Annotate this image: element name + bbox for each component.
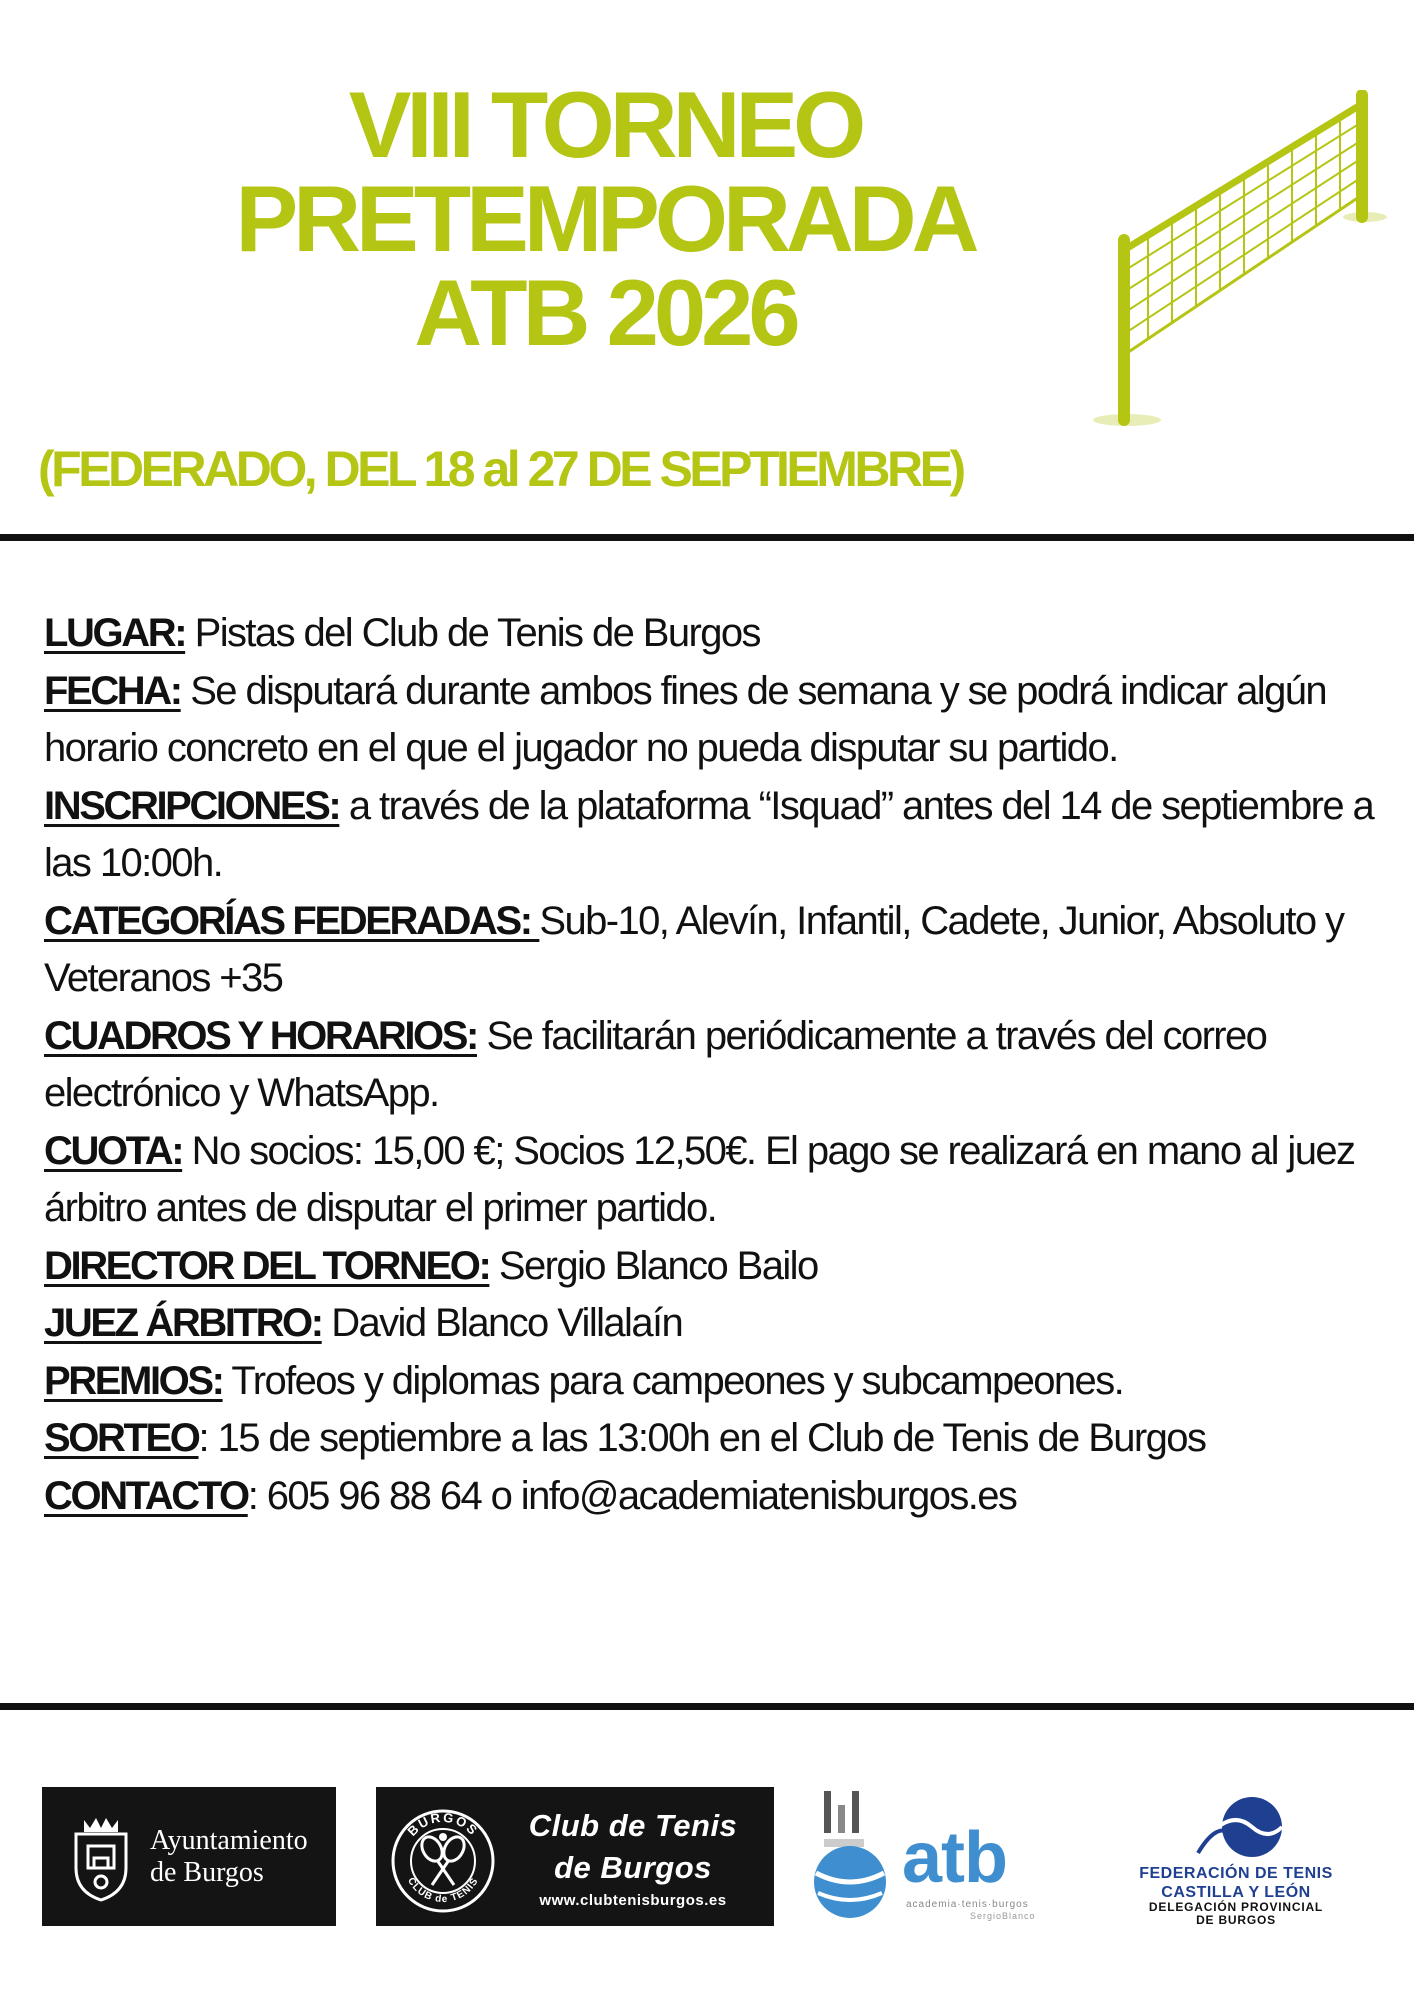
title-line-3: ATB 2026 <box>414 260 796 365</box>
info-text: Sub-10, Alevín, Infantil, Cadete, Junior, Absoluto y Veteranos +35 <box>44 898 1344 1000</box>
ayuntamiento-line-1: Ayuntamiento <box>150 1824 308 1856</box>
info-item-contacto <box>44 1468 1384 1526</box>
info-item-cuadros <box>44 1008 1384 1123</box>
info-item-premios <box>44 1353 1384 1411</box>
ayuntamiento-logo <box>42 1787 336 1926</box>
federacion-line-2: CASTILLA Y LEÓN <box>1161 1884 1311 1901</box>
bottom-divider <box>0 1703 1414 1710</box>
federacion-title <box>1096 1864 1376 1902</box>
federacion-delegacion <box>1096 1901 1376 1927</box>
info-item-director <box>44 1238 1384 1296</box>
club-tenis-logo <box>376 1787 774 1926</box>
club-name <box>488 1805 778 1889</box>
info-item-categorias <box>44 893 1384 1008</box>
club-line-1: Club de Tenis <box>528 1808 738 1843</box>
info-item-lugar <box>44 605 1384 663</box>
federacion-line-1: FEDERACIÓN DE TENIS <box>1139 1865 1333 1882</box>
federacion-line-4: DE BURGOS <box>1196 1913 1276 1927</box>
info-label: DIRECTOR DEL TORNEO: <box>44 1243 490 1288</box>
club-badge-icon <box>388 1797 498 1917</box>
info-text: : 605 96 88 64 o info@academiatenisburgos.es <box>247 1473 1017 1518</box>
badge-bottom-text: CLUB de TENIS <box>405 1875 481 1906</box>
info-text: No socios: 15,00 €; Socios 12,50€. El pago se realizará en mano al juez árbitro antes de disputar el primer partido. <box>44 1128 1355 1230</box>
tournament-subtitle: (FEDERADO, DEL 18 al 27 DE SEPTIEMBRE) <box>38 441 963 497</box>
info-text: a través de la plataforma “Isquad” antes del 14 de septiembre a las 10:00h. <box>44 783 1374 885</box>
info-text: Se disputará durante ambos fines de semana y se podrá indicar algún horario concreto en el que el jugador no pueda disputar su partido. <box>44 668 1327 770</box>
atb-tennis-ball-icon <box>810 1787 900 1926</box>
club-url: www.clubtenisburgos.es <box>539 1892 727 1909</box>
info-text: : 15 de septiembre a las 13:00h en el Club de Tenis de Burgos <box>198 1416 1206 1460</box>
tournament-title <box>30 72 1180 365</box>
title-line-1: VIII TORNEO <box>348 72 862 177</box>
atb-signature: SergioBlanco <box>970 1911 1036 1921</box>
info-item-sorteo <box>44 1410 1384 1468</box>
badge-top-text: BURGOS <box>404 1809 482 1839</box>
atb-tagline: academia·tenis·burgos <box>906 1899 1029 1910</box>
info-text: Sergio Blanco Bailo <box>489 1243 818 1288</box>
atb-logo <box>810 1787 1060 1926</box>
atb-wordmark: atb <box>902 1818 1007 1898</box>
info-text: David Blanco Villalaín <box>321 1301 683 1345</box>
info-item-cuota <box>44 1123 1384 1238</box>
info-label: CUOTA: <box>44 1128 183 1173</box>
info-label: CUADROS Y HORARIOS: <box>44 1013 477 1058</box>
info-label: JUEZ ÁRBITRO: <box>44 1301 322 1345</box>
federation-ball-icon <box>1196 1793 1286 1865</box>
info-text: Trofeos y diplomas para campeones y subcampeones. <box>222 1358 1124 1403</box>
info-text: Se facilitarán periódicamente a través del correo electrónico y WhatsApp. <box>44 1013 1267 1115</box>
ayuntamiento-name <box>150 1825 308 1889</box>
federacion-line-3: DELEGACIÓN PROVINCIAL <box>1148 1900 1324 1914</box>
info-label: CATEGORÍAS FEDERADAS: <box>44 898 540 943</box>
info-label: LUGAR: <box>44 611 186 655</box>
info-label: FECHA: <box>44 668 181 713</box>
info-item-inscripciones <box>44 778 1384 893</box>
svg-text:CLUB de TENIS <box>405 1876 481 1905</box>
federacion-logo <box>1096 1787 1376 1926</box>
club-line-2: de Burgos <box>554 1850 712 1885</box>
info-item-fecha <box>44 663 1384 778</box>
city-shield-icon <box>66 1812 136 1902</box>
info-label: INSCRIPCIONES: <box>44 783 340 828</box>
tournament-info-list <box>44 605 1384 1525</box>
info-label: CONTACTO <box>44 1473 248 1518</box>
tennis-net-icon <box>1090 90 1390 430</box>
info-text: Pistas del Club de Tenis de Burgos <box>185 611 760 655</box>
top-divider <box>0 534 1414 541</box>
info-item-juez <box>44 1295 1384 1353</box>
title-line-2: PRETEMPORADA <box>235 166 975 271</box>
info-label: PREMIOS: <box>44 1358 223 1403</box>
info-label: SORTEO <box>44 1416 199 1460</box>
ayuntamiento-line-2: de Burgos <box>150 1856 264 1888</box>
